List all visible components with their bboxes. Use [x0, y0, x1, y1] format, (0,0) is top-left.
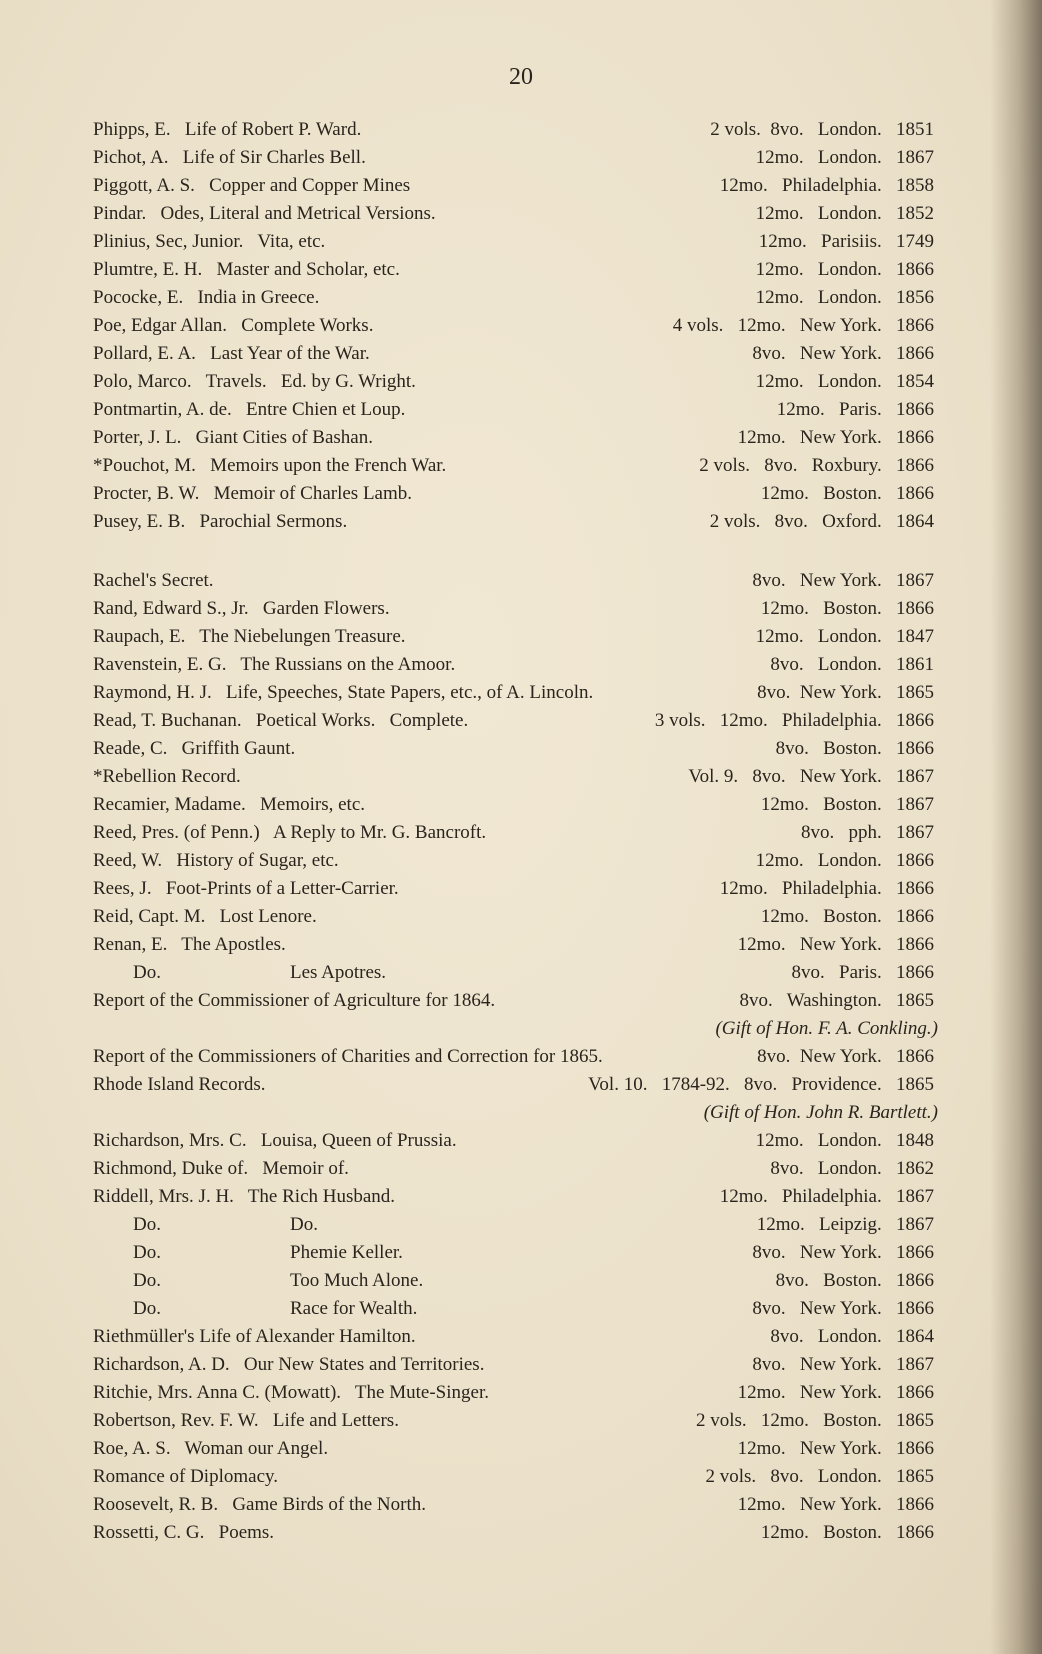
entry-title: Polo, Marco. Travels. Ed. by G. Wright.	[93, 371, 416, 392]
entry-title: Do.	[290, 1214, 318, 1235]
entry-publication: 12mo. London. 1867	[755, 147, 934, 168]
catalog-entry	[0, 424, 1042, 452]
entry-publication: 12mo. Boston. 1866	[760, 483, 934, 504]
entry-title: Ritchie, Mrs. Anna C. (Mowatt). The Mute-Singer.	[93, 1382, 489, 1403]
entry-title: Race for Wealth.	[290, 1298, 418, 1319]
entry-publication: 8vo. London. 1861	[770, 654, 934, 675]
entry-title: Porter, J. L. Giant Cities of Bashan.	[93, 427, 373, 448]
entry-title: Roe, A. S. Woman our Angel.	[93, 1438, 329, 1459]
entry-publication: 8vo. Boston. 1866	[775, 1270, 934, 1291]
entry-publication: 8vo. New York. 1866	[757, 1046, 934, 1067]
catalog-section-p	[0, 116, 1042, 536]
entry-title: Poe, Edgar Allan. Complete Works.	[93, 315, 374, 336]
entry-title: Les Apotres.	[290, 962, 387, 983]
catalog-entry	[0, 1183, 1042, 1211]
entry-title: Piggott, A. S. Copper and Copper Mines	[93, 175, 411, 196]
entry-publication: 8vo. New York. 1865	[757, 682, 934, 703]
catalog-entry	[0, 959, 1042, 987]
catalog-entry	[0, 819, 1042, 847]
catalog-entry	[0, 312, 1042, 340]
entry-publication: 8vo. New York. 1867	[752, 570, 934, 591]
ditto-author: Do.	[133, 1298, 161, 1319]
entry-publication: 12mo. London. 1866	[755, 850, 934, 871]
catalog-entry	[0, 480, 1042, 508]
entry-title: Rhode Island Records.	[93, 1074, 266, 1095]
catalog-entry	[0, 508, 1042, 536]
entry-title: Richardson, A. D. Our New States and Territories.	[93, 1354, 485, 1375]
entry-publication: 12mo. Philadelphia. 1867	[719, 1186, 934, 1207]
entry-publication: 8vo. New York. 1866	[752, 343, 934, 364]
entry-title: Riethmüller's Life of Alexander Hamilton.	[93, 1326, 416, 1347]
entry-title: *Rebellion Record.	[93, 766, 241, 787]
entry-title: Romance of Diplomacy.	[93, 1466, 279, 1487]
entry-title: Richardson, Mrs. C. Louisa, Queen of Prussia.	[93, 1130, 457, 1151]
page-edge-shadow	[990, 0, 1042, 1654]
catalog-entry	[0, 623, 1042, 651]
entry-publication: 2 vols. 8vo. Oxford. 1864	[709, 511, 934, 532]
catalog-entry	[0, 791, 1042, 819]
entry-publication: 12mo. Paris. 1866	[776, 399, 934, 420]
catalog-entry	[0, 875, 1042, 903]
catalog-entry	[0, 735, 1042, 763]
entry-title: Pontmartin, A. de. Entre Chien et Loup.	[93, 399, 406, 420]
entry-publication: 12mo. New York. 1866	[737, 1494, 934, 1515]
entry-publication: 8vo. pph. 1867	[801, 822, 934, 843]
ditto-author: Do.	[133, 1242, 161, 1263]
entry-title: Rachel's Secret.	[93, 570, 214, 591]
entry-publication: 2 vols. 12mo. Boston. 1865	[695, 1410, 934, 1431]
catalog-entry	[0, 1071, 1042, 1099]
catalog-entry	[0, 1519, 1042, 1547]
entry-publication: Vol. 10. 1784-92. 8vo. Providence. 1865	[588, 1074, 934, 1095]
entry-publication: 3 vols. 12mo. Philadelphia. 1866	[654, 710, 934, 731]
entry-publication: 12mo. New York. 1866	[737, 1382, 934, 1403]
catalog-section-r	[0, 567, 1042, 1547]
catalog-entry	[0, 116, 1042, 144]
entry-publication: 2 vols. 8vo. Roxbury. 1866	[699, 455, 934, 476]
catalog-entry	[0, 172, 1042, 200]
entry-title: Reade, C. Griffith Gaunt.	[93, 738, 296, 759]
entry-title: Plinius, Sec, Junior. Vita, etc.	[93, 231, 326, 252]
entry-publication: 8vo. Paris. 1866	[791, 962, 934, 983]
entry-title: Pococke, E. India in Greece.	[93, 287, 320, 308]
entry-title: Raupach, E. The Niebelungen Treasure.	[93, 626, 406, 647]
catalog-entry	[0, 763, 1042, 791]
entry-title: Procter, B. W. Memoir of Charles Lamb.	[93, 483, 413, 504]
entry-publication: 2 vols. 8vo. London. 1851	[710, 119, 934, 140]
entry-publication: 12mo. New York. 1866	[737, 1438, 934, 1459]
entry-publication: 8vo. New York. 1866	[752, 1242, 934, 1263]
entry-title: Reed, Pres. (of Penn.) A Reply to Mr. G. Bancroft.	[93, 822, 487, 843]
page-number: 20	[509, 64, 533, 90]
entry-title: Rees, J. Foot-Prints of a Letter-Carrier.	[93, 878, 399, 899]
entry-publication: 8vo. Boston. 1866	[775, 738, 934, 759]
ditto-author: Do.	[133, 1214, 161, 1235]
catalog-entry	[0, 1267, 1042, 1295]
entry-title: Reid, Capt. M. Lost Lenore.	[93, 906, 317, 927]
catalog-entry	[0, 284, 1042, 312]
entry-title: Rossetti, C. G. Poems.	[93, 1522, 275, 1543]
entry-title: Report of the Commissioner of Agriculture for 1864.	[93, 990, 496, 1011]
catalog-entry	[0, 679, 1042, 707]
entry-title: Pollard, E. A. Last Year of the War.	[93, 343, 370, 364]
catalog-entry	[0, 987, 1042, 1015]
entry-publication: 12mo. Philadelphia. 1866	[719, 878, 934, 899]
catalog-entry	[0, 1211, 1042, 1239]
entry-publication: 12mo. Philadelphia. 1858	[719, 175, 934, 196]
entry-title: Roosevelt, R. B. Game Birds of the North.	[93, 1494, 426, 1515]
catalog-entry	[0, 1099, 1042, 1127]
entry-publication: 12mo. Leipzig. 1867	[756, 1214, 934, 1235]
entry-title: Phipps, E. Life of Robert P. Ward.	[93, 119, 362, 140]
entry-publication: 8vo. Washington. 1865	[739, 990, 934, 1011]
ditto-author: Do.	[133, 1270, 161, 1291]
entry-title: Renan, E. The Apostles.	[93, 934, 286, 955]
entry-title: Recamier, Madame. Memoirs, etc.	[93, 794, 366, 815]
catalog-entry	[0, 1239, 1042, 1267]
catalog-entry	[0, 1323, 1042, 1351]
catalog-entry	[0, 1043, 1042, 1071]
entry-publication: Vol. 9. 8vo. New York. 1867	[688, 766, 934, 787]
catalog-entry	[0, 144, 1042, 172]
catalog-entry	[0, 396, 1042, 424]
entry-publication: 12mo. Boston. 1867	[760, 794, 934, 815]
entry-publication: 12mo. Boston. 1866	[760, 1522, 934, 1543]
entry-title: Too Much Alone.	[290, 1270, 424, 1291]
catalog-entry	[0, 256, 1042, 284]
entry-publication: 12mo. London. 1847	[755, 626, 934, 647]
gift-note: (Gift of Hon. John R. Bartlett.)	[703, 1102, 938, 1123]
catalog-entry	[0, 340, 1042, 368]
entry-publication: 12mo. New York. 1866	[737, 934, 934, 955]
entry-publication: 8vo. New York. 1867	[752, 1354, 934, 1375]
entry-publication: 12mo. London. 1866	[755, 259, 934, 280]
catalog-entry	[0, 651, 1042, 679]
entry-title: Pichot, A. Life of Sir Charles Bell.	[93, 147, 366, 168]
ditto-author: Do.	[133, 962, 161, 983]
catalog-entry	[0, 847, 1042, 875]
entry-title: Riddell, Mrs. J. H. The Rich Husband.	[93, 1186, 396, 1207]
catalog-entry	[0, 1015, 1042, 1043]
catalog-entry	[0, 1435, 1042, 1463]
catalog-entry	[0, 1491, 1042, 1519]
gift-note: (Gift of Hon. F. A. Conkling.)	[715, 1018, 938, 1039]
catalog-entry	[0, 931, 1042, 959]
entry-title: Plumtre, E. H. Master and Scholar, etc.	[93, 259, 400, 280]
entry-publication: 12mo. New York. 1866	[737, 427, 934, 448]
entry-publication: 4 vols. 12mo. New York. 1866	[672, 315, 934, 336]
catalog-entry	[0, 903, 1042, 931]
catalog-entry	[0, 200, 1042, 228]
entry-title: Pindar. Odes, Literal and Metrical Versions.	[93, 203, 436, 224]
entry-title: Report of the Commissioners of Charities and Correction for 1865.	[93, 1046, 603, 1067]
catalog-entry	[0, 1155, 1042, 1183]
entry-publication: 2 vols. 8vo. London. 1865	[705, 1466, 934, 1487]
entry-title: Robertson, Rev. F. W. Life and Letters.	[93, 1410, 399, 1431]
entry-title: Pusey, E. B. Parochial Sermons.	[93, 511, 348, 532]
entry-publication: 12mo. London. 1854	[755, 371, 934, 392]
entry-publication: 8vo. London. 1862	[770, 1158, 934, 1179]
entry-publication: 12mo. London. 1848	[755, 1130, 934, 1151]
entry-publication: 12mo. London. 1852	[755, 203, 934, 224]
entry-publication: 12mo. Boston. 1866	[760, 598, 934, 619]
catalog-entry	[0, 1351, 1042, 1379]
entry-publication: 12mo. London. 1856	[755, 287, 934, 308]
catalog-entry	[0, 707, 1042, 735]
entry-title: Raymond, H. J. Life, Speeches, State Papers, etc., of A. Lincoln.	[93, 682, 594, 703]
catalog-entry	[0, 1295, 1042, 1323]
entry-publication: 8vo. London. 1864	[770, 1326, 934, 1347]
catalog-entry	[0, 368, 1042, 396]
catalog-entry	[0, 567, 1042, 595]
entry-publication: 12mo. Boston. 1866	[760, 906, 934, 927]
catalog-entry	[0, 1127, 1042, 1155]
entry-title: Read, T. Buchanan. Poetical Works. Complete.	[93, 710, 469, 731]
entry-title: Phemie Keller.	[290, 1242, 403, 1263]
entry-title: Rand, Edward S., Jr. Garden Flowers.	[93, 598, 390, 619]
entry-publication: 8vo. New York. 1866	[752, 1298, 934, 1319]
catalog-entry	[0, 1407, 1042, 1435]
catalog-entry	[0, 1379, 1042, 1407]
entry-title: Richmond, Duke of. Memoir of.	[93, 1158, 349, 1179]
catalog-entry	[0, 595, 1042, 623]
entry-title: *Pouchot, M. Memoirs upon the French War.	[93, 455, 447, 476]
catalog-entry	[0, 1463, 1042, 1491]
entry-title: Ravenstein, E. G. The Russians on the Amoor.	[93, 654, 456, 675]
entry-title: Reed, W. History of Sugar, etc.	[93, 850, 339, 871]
entry-publication: 12mo. Parisiis. 1749	[758, 231, 934, 252]
catalog-entry	[0, 228, 1042, 256]
catalog-entry	[0, 452, 1042, 480]
